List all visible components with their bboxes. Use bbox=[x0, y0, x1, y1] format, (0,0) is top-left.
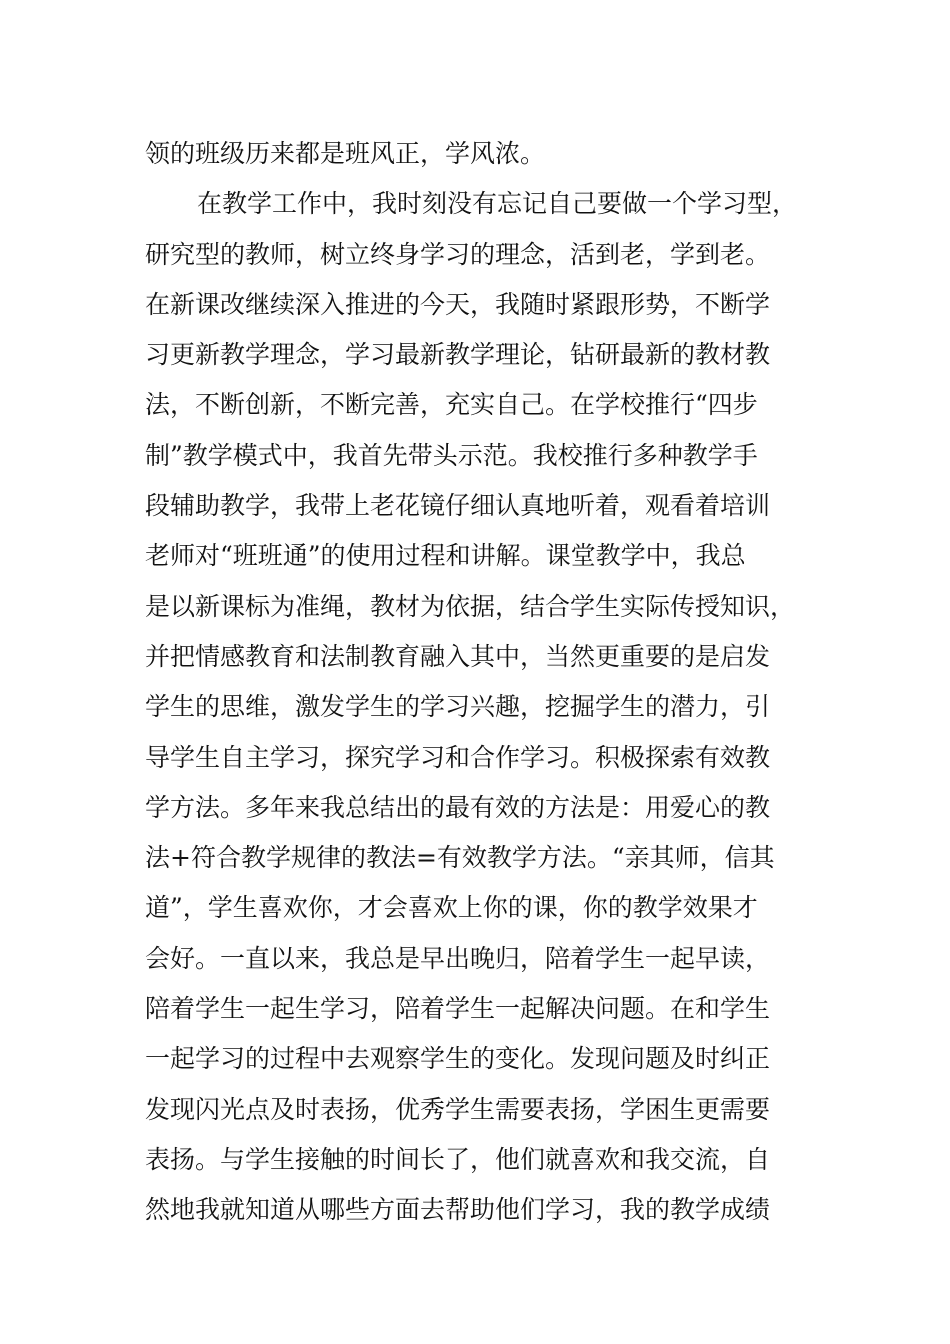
text-line: 是以新课标为准绳，教材为依据，结合学生实际传授知识， bbox=[145, 591, 796, 621]
paragraph-start-line: 在教学工作中，我时刻没有忘记自己要做一个学习型， bbox=[197, 189, 798, 219]
text-line: 然地我就知道从哪些方面去帮助他们学习，我的教学成绩 bbox=[145, 1195, 771, 1225]
text-line: 制”教学模式中，我首先带头示范。我校推行多种教学手 bbox=[145, 440, 758, 470]
text-line: 在新课改继续深入推进的今天，我随时紧跟形势，不断学 bbox=[145, 289, 771, 319]
text-line: 道”，学生喜欢你，才会喜欢上你的课，你的教学效果才 bbox=[145, 893, 758, 923]
text-line: 陪着学生一起生学习，陪着学生一起解决问题。在和学生 bbox=[145, 994, 771, 1024]
text-line: 会好。一直以来，我总是早出晚归，陪着学生一起早读， bbox=[145, 943, 771, 973]
text-line: 学方法。多年来我总结出的最有效的方法是：用爱心的教 bbox=[145, 792, 771, 822]
text-line: 并把情感教育和法制教育融入其中，当然更重要的是启发 bbox=[145, 641, 771, 671]
text-line: 法+符合教学规律的教法=有效教学方法。“亲其师，信其 bbox=[145, 843, 775, 873]
text-line: 老师对“班班通”的使用过程和讲解。课堂教学中，我总 bbox=[145, 541, 746, 571]
text-line: 学生的思维，激发学生的学习兴趣，挖掘学生的潜力，引 bbox=[145, 692, 771, 722]
text-line: 一起学习的过程中去观察学生的变化。发现问题及时纠正 bbox=[145, 1044, 771, 1074]
text-line: 段辅助教学，我带上老花镜仔细认真地听着，观看着培训 bbox=[145, 491, 771, 521]
text-line: 习更新教学理念，学习最新教学理论，钻研最新的教材教 bbox=[145, 340, 771, 370]
body-text bbox=[145, 129, 835, 1236]
text-line: 领的班级历来都是班风正，学风浓。 bbox=[145, 139, 546, 168]
text-line: 发现闪光点及时表扬，优秀学生需要表扬，学困生更需要 bbox=[145, 1094, 771, 1124]
text-line: 导学生自主学习，探究学习和合作学习。积极探索有效教 bbox=[145, 742, 771, 772]
text-line: 表扬。与学生接触的时间长了，他们就喜欢和我交流，自 bbox=[145, 1144, 771, 1174]
text-line: 研究型的教师，树立终身学习的理念，活到老，学到老。 bbox=[145, 239, 771, 269]
text-line: 法，不断创新，不断完善，充实自己。在学校推行“四步 bbox=[145, 390, 758, 420]
